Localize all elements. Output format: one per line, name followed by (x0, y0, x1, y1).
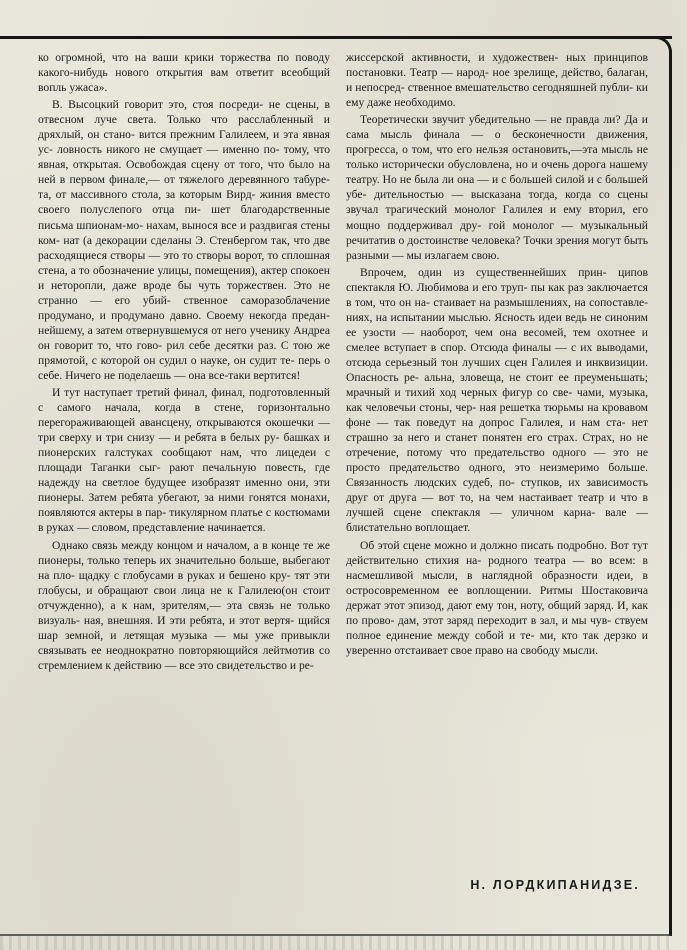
paragraph: Впрочем, один из существеннейших прин- ципов спектакля Ю. Любимова и его труп- пы как раз заключается в том, что он на- стаивает на размышлениях, на сопоставле- ниях, на испытании мыслью. Ясность идеи ведь не синоним ее узости — наоборот, чем она весомей, тем охотнее и смелее вступает в спор. Отсюда финалы — с их выводами, отсюда серьезный тон лучших сцен Галилея и инквизиции. Опасность ре- альна, зловеща, не стоит ее преуменьшать; мрачный и тихий ход черных фигур со све- чами, музыка, как человечьи стоны, чер- ная решетка тюрьмы на кровавом фоне — так поведут на допрос Галилея, и нам ста- нет страшно за него и станет понятен его страх. Страх, но не отречение, потому что предательство одного — это не просто предательство одного, это неизмеримо больше. Связанность людских судеб, по- ступков, их зависимость друг от друга — вот то, на чем настаивает театр и что в лучшей сцене спектакля — уличном карна- вале — блистательно воплощает. (346, 265, 648, 535)
article-column-right (346, 50, 648, 658)
paragraph: Об этой сцене можно и должно писать подробно. Вот тут действительно стихия на- родного театра — во всем: в насмешливой мысли, в наглядной образности идеи, в остросовременном ее воплощении. Ритмы Шостаковича держат этот эпизод, дают ему тон, ноту, общий заряд. И, как по прово- дам, этот заряд переходит в зал, и мы чув- ствуем полное единение между собой и те- ми, кто так дерзко и уверенно отстаивает свое право на свободу мысли. (346, 538, 648, 657)
paragraph: ко огромной, что на ваши крики торжества по поводу какого-нибудь нового открытия вам ответит всеобщий вопль ужаса». (38, 51, 330, 95)
author-signature: Н. ЛОРДКИПАНИДЗЕ. (470, 878, 640, 892)
page-edge-texture (0, 936, 672, 950)
article-column-left (38, 50, 330, 673)
frame-border-top (0, 36, 672, 39)
paragraph: В. Высоцкий говорит это, стоя посреди- не сцены, в отвесном луче света. Только что расслабленный и дряхлый, он стано- вится прежним Галилеем, и эта явная ус- ловность никого не смущает — именно по- тому, что явная, открытая. Освобождая сцену от того, что было на ней в первом финале,— от тяжелого деревянного табуре- та, от массивного стола, за которым Вирд- жиния вместо своего полуслепого отца пи- шет благодарственные письма шпионам-мо- нахам, вынося все и раздвигая стены ком- нат (а декорации сделаны Э. Стенбергом так, что две расходящиеся створы — это то створы ворот, то сплошная стена, а то обозначение улицы, помещения), актер спокоен и неторопли, даже вроде бы чуть торжествен. Это не странно — его убий- ственное саморазоблачение продумано, и продумано давно. Своему некогда предан- нейшему, а затем отвернувшемуся от него ученику Андреа он говорит то, что гово- рил себе десятки раз. С тою же прямотой, с которой он судил о науке, он судит те- перь о себе. Ничего не поделаешь — она все-таки вертится! (38, 98, 330, 382)
paragraph: жиссерской активности, и художествен- ных принципов постановки. Театр — народ- ное зрелище, действо, балаган, и непосред- ственное вмешательство сегодняшней публи- ки ему даже необходимо. (346, 51, 648, 110)
paragraph: Теоретически звучит убедительно — не правда ли? Да и сама мысль финала — о бесконечности движения, прогресса, о том, что его нельзя остановить,—эта мысль не только исторически обусловлена, но и очень дорога нашему театру. Но не была ли она — и с большей силой и с большей убе- дительностью — высказана тогда, когда со сцены звучал трагический монолог Галилея и ему вторил, его мощно поддерживал дру- гой монолог — музыкальный речитатив о достоинстве человека? Точки зрения могут быть разными — мы излагаем свою. (346, 113, 648, 262)
paragraph: Однако связь между концом и началом, а в конце те же пионеры, только теперь их значительно больше, выбегают на пло- щадку с глобусами в руках и бешено кру- тят эти глобусы, и обращают свои лица не к Галилею(он стоит отчужденно), а к нам, зрителям,— эта связь не только визуаль- ная, внешняя. И эти ребята, и этот вертя- щийся шар земной, и летящая музыка — мы уже привыкли связывать ее неоднократно повторяющийся лейтмотив со стремлением к действию — все это свидетельство и ре- (38, 538, 330, 672)
frame-border-right (669, 52, 672, 936)
paragraph: И тут наступает третий финал, финал, подготовленный с самого начала, когда в стене, горизонтально перегораживающей авансцену, открываются окошечки — три сверху и три снизу — и ребята в белых ру- башках и пионерских галстуках сообщают нам, что лицедеи с площади Таганки сыг- рают печальную повесть, где надежду на светлое будущее изобразят именно они, эти пионеры. Затем ребята убегают, за ними гонятся монахи, появляются актеры в пар- тикулярном платье с костюмами в руках — словом, представление начинается. (38, 386, 330, 535)
